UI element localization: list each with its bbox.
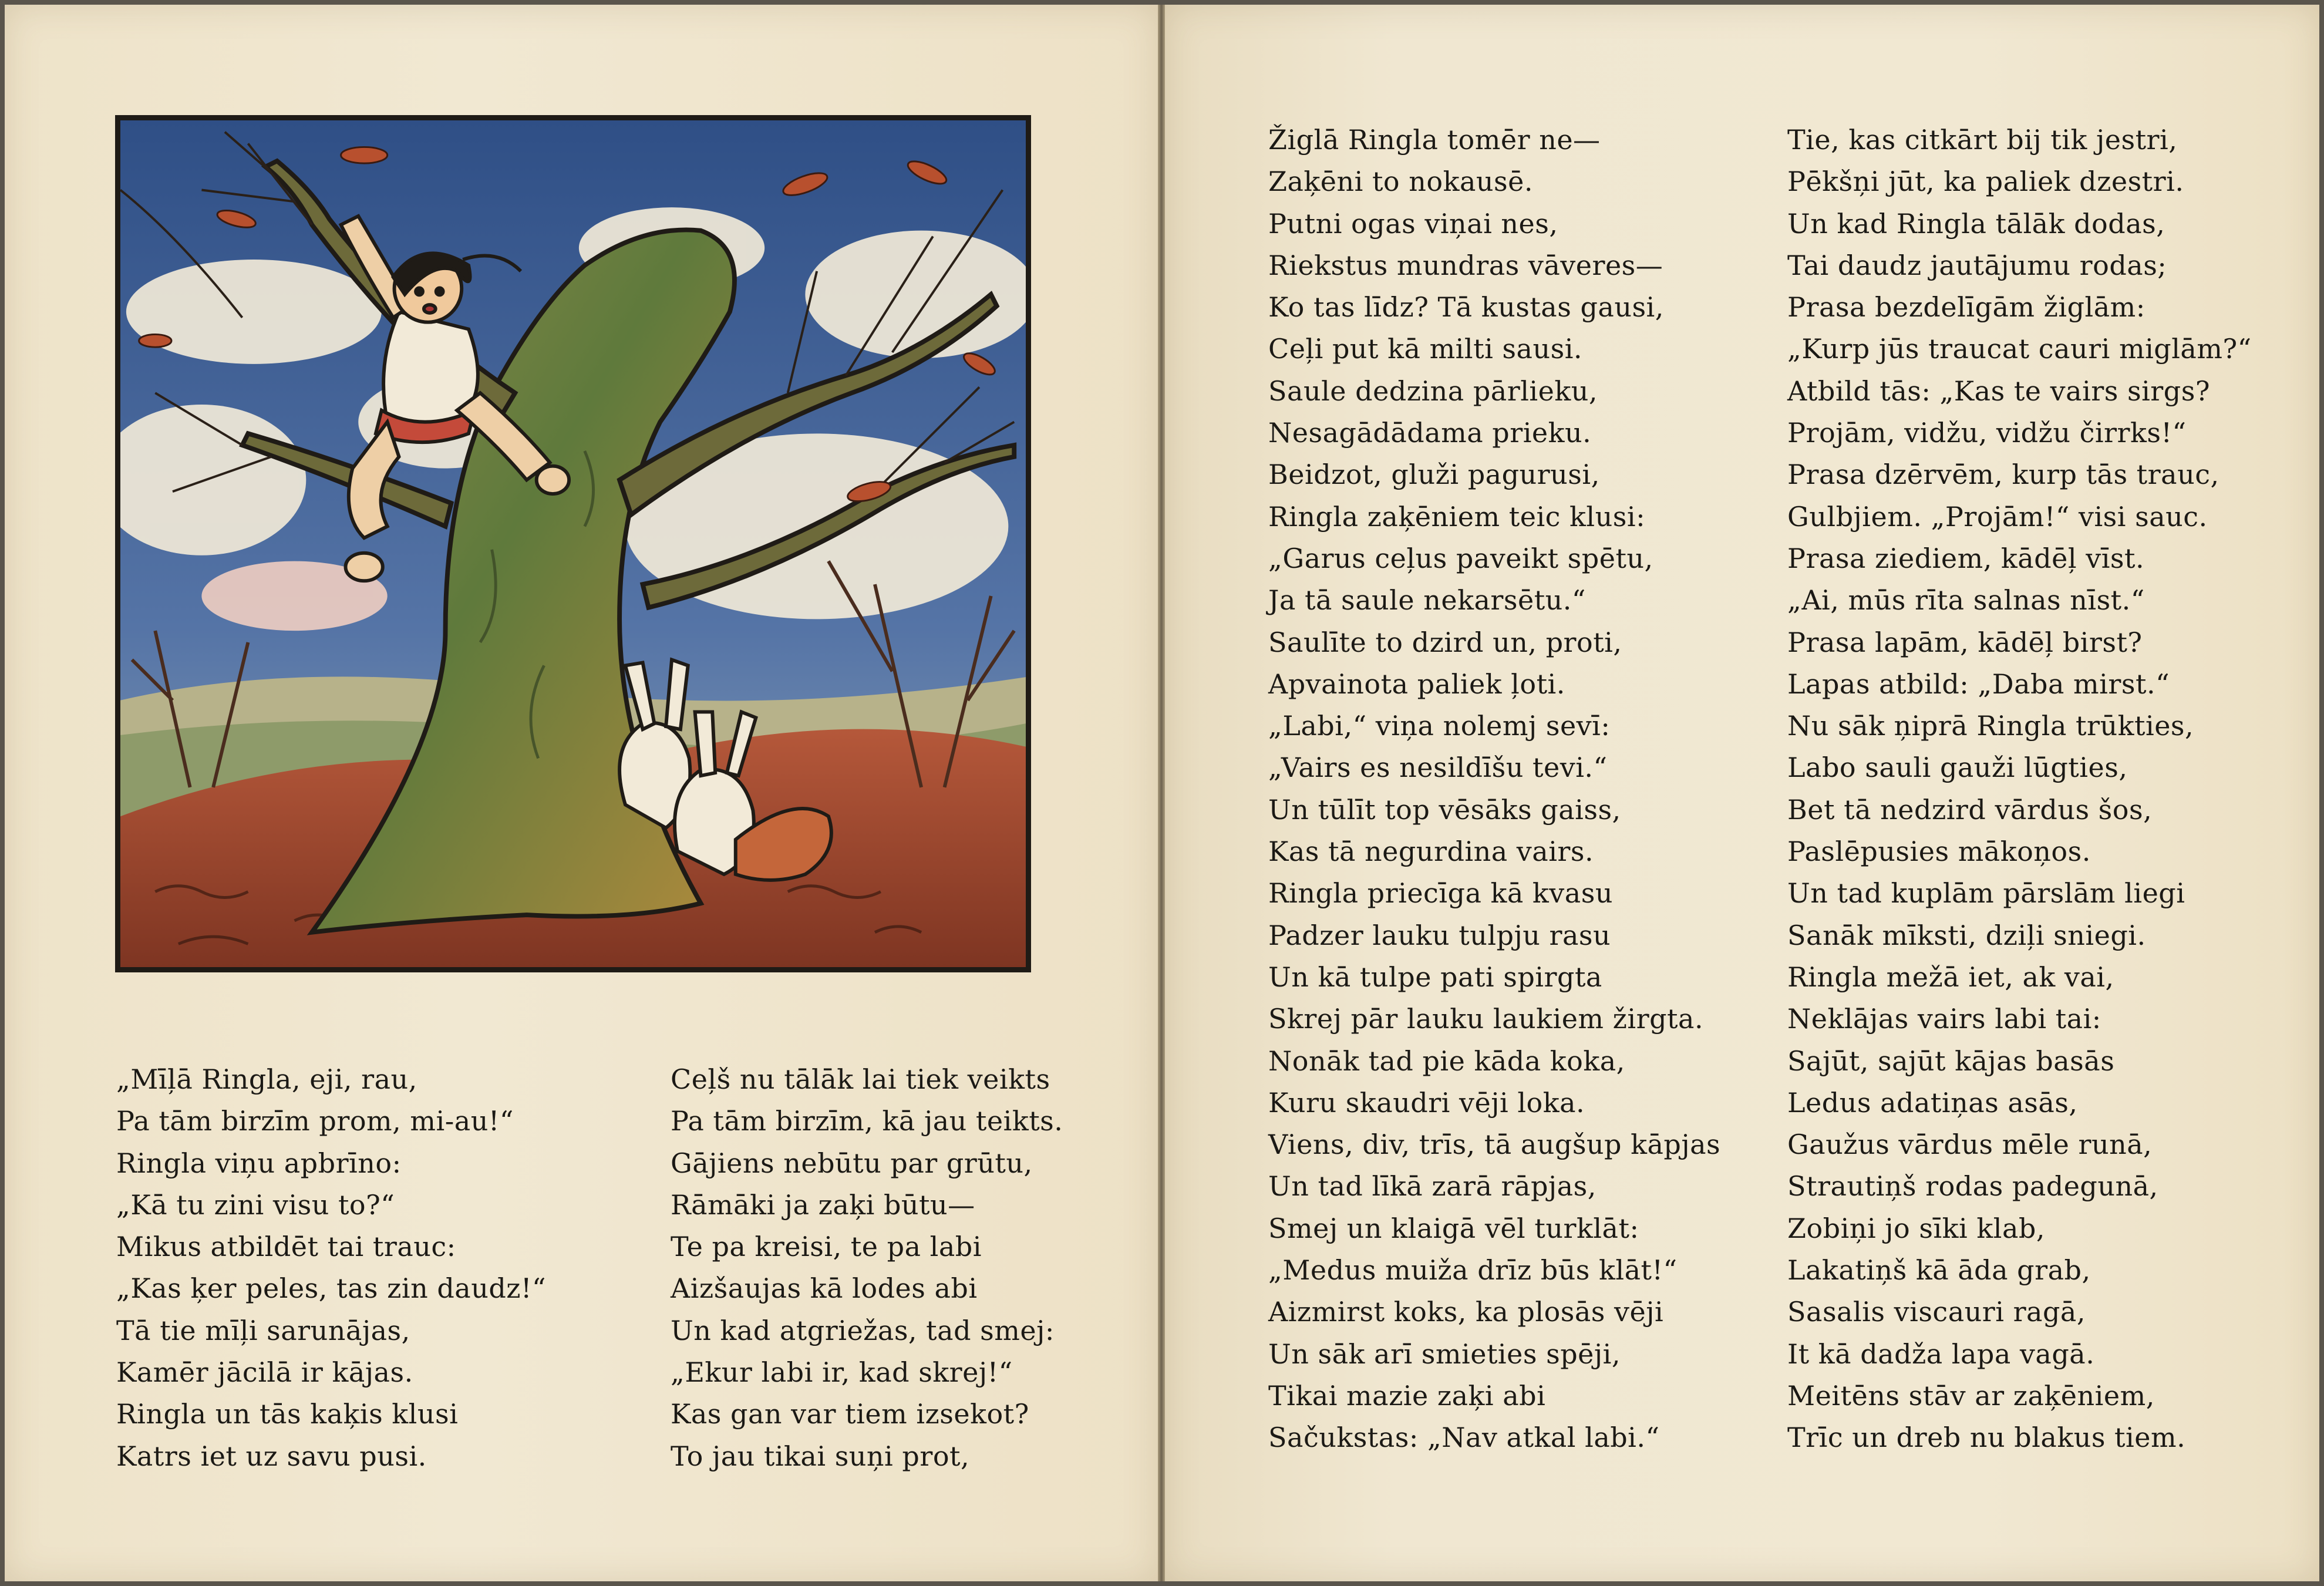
poem-line: Kuru skaudri vēji loka. (1268, 1086, 1585, 1119)
poem-line: Prasa lapām, kādēļ birst? (1787, 626, 2143, 658)
poem-line: Un tad kuplām pārslām liegi (1787, 877, 2185, 910)
poem-line: Pēkšņi jūt, ka paliek dzestri. (1787, 166, 2184, 198)
poem-line: Tā tie mīļi sarunājas, (116, 1314, 410, 1346)
poem-line: Un sāk arī smieties spēji, (1268, 1338, 1621, 1370)
poem-line: Gulbjiem. „Projām!“ visi sauc. (1787, 500, 2208, 533)
poem-line: Bet tā nedzird vārdus šos, (1787, 793, 2153, 826)
poem-line: Riekstus mundras vāveres— (1268, 249, 1663, 281)
poem-line: „Kas ķer peles, tas zin daudz!“ (116, 1272, 547, 1305)
illustration-girl-in-tree (115, 115, 1031, 972)
poem-column-right-1 (1268, 119, 1720, 1459)
poem-line: Zaķēni to nokausē. (1268, 166, 1533, 198)
poem-line: Mikus atbildēt tai trauc: (116, 1231, 456, 1263)
poem-line: Strautiņš rodas padegunā, (1787, 1170, 2158, 1203)
poem-line: „Ekur labi ir, kad skrej!“ (671, 1356, 1013, 1389)
poem-line: Projām, vidžu, vidžu čirrks!“ (1787, 417, 2187, 449)
poem-line: Gaužus vārdus mēle runā, (1787, 1129, 2153, 1161)
poem-line: To jau tikai suņi prot, (671, 1440, 970, 1472)
poem-line: Saule dedzina pārlieku, (1268, 375, 1598, 407)
poem-line: Gājiens nebūtu par grūtu, (671, 1147, 1033, 1179)
poem-line: Neklājas vairs labi tai: (1787, 1003, 2101, 1035)
poem-column-right-2 (1787, 119, 2252, 1459)
poem-line: Te pa kreisi, te pa labi (671, 1231, 982, 1263)
poem-line: Un kad Ringla tālāk dodas, (1787, 207, 2165, 240)
poem-line: Ringla mežā iet, ak vai, (1787, 961, 2114, 993)
poem-line: Tie, kas citkārt bij tik jestri, (1787, 124, 2178, 156)
poem-line: Ringla zaķēniem teic klusi: (1268, 500, 1646, 533)
poem-line: Trīc un dreb nu blakus tiem. (1787, 1422, 2186, 1454)
poem-line: „Kurp jūs traucat cauri miglām?“ (1787, 333, 2252, 365)
poem-line: Nesagādādama prieku. (1268, 417, 1592, 449)
poem-line: Ceļš nu tālāk lai tiek veikts (671, 1063, 1050, 1095)
poem-line: Ko tas līdz? Tā kustas gausi, (1268, 291, 1664, 324)
poem-line: Beidzot, gluži pagurusi, (1268, 459, 1600, 491)
poem-line: Viens, div, trīs, tā augšup kāpjas (1268, 1129, 1721, 1161)
poem-line: Sajūt, sajūt kājas basās (1787, 1045, 2115, 1077)
poem-line: Un tūlīt top vēsāks gaiss, (1268, 793, 1621, 826)
poem-line: It kā dadža lapa vagā. (1787, 1338, 2095, 1370)
poem-line: Un kā tulpe pati spirgta (1268, 961, 1602, 993)
poem-line: Ringla un tās kaķis klusi (116, 1398, 459, 1430)
poem-line: Prasa ziediem, kādēļ vīst. (1787, 542, 2145, 574)
poem-column-left-2 (671, 1059, 1063, 1477)
poem-line: Skrej pār lauku laukiem žirgta. (1268, 1003, 1704, 1035)
poem-line: Un kad atgriežas, tad smej: (671, 1314, 1055, 1346)
poem-line: Pa tām birzīm, kā jau teikts. (671, 1105, 1063, 1137)
poem-line: Meitēns stāv ar zaķēniem, (1787, 1379, 2155, 1412)
poem-line: Sanāk mīksti, dziļi sniegi. (1787, 919, 2146, 951)
poem-line: Ceļi put kā milti sausi. (1268, 333, 1583, 365)
poem-column-left-1 (116, 1059, 546, 1477)
poem-line: Prasa bezdelīgām žiglām: (1787, 291, 2146, 324)
poem-line: Nu sāk ņiprā Ringla trūkties, (1787, 710, 2194, 742)
poem-line: Ledus adatiņas asās, (1787, 1086, 2078, 1119)
poem-line: Kas gan var tiem izsekot? (671, 1398, 1029, 1430)
poem-line: Prasa dzērvēm, kurp tās trauc, (1787, 459, 2219, 491)
poem-line: Sasalis viscauri ragā, (1787, 1296, 2086, 1328)
poem-line: Rāmāki ja zaķi būtu— (671, 1188, 975, 1221)
poem-line: Pa tām birzīm prom, mi-au!“ (116, 1105, 514, 1137)
poem-line: „Vairs es nesildīšu tevi.“ (1268, 752, 1608, 784)
poem-line: Apvainota paliek ļoti. (1268, 668, 1565, 700)
poem-line: Aizšaujas kā lodes abi (671, 1272, 978, 1305)
poem-line: Katrs iet uz savu pusi. (116, 1440, 427, 1472)
poem-line: Lapas atbild: „Daba mirst.“ (1787, 668, 2170, 700)
poem-line: „Garus ceļus paveikt spētu, (1268, 542, 1653, 574)
poem-line: Ja tā saule nekarsētu.“ (1268, 584, 1586, 617)
poem-line: „Kā tu zini visu to?“ (116, 1188, 395, 1221)
poem-line: „Mīļā Ringla, eji, rau, (116, 1063, 417, 1095)
poem-line: Un tad līkā zarā rāpjas, (1268, 1170, 1597, 1203)
poem-line: Paslēpusies mākoņos. (1787, 836, 2091, 868)
poem-line: Tikai mazie zaķi abi (1268, 1379, 1546, 1412)
poem-line: Kas tā negurdina vairs. (1268, 836, 1594, 868)
poem-line: Ringla viņu apbrīno: (116, 1147, 402, 1179)
book-gutter (1158, 5, 1165, 1581)
poem-line: „Ai, mūs rīta salnas nīst.“ (1787, 584, 2145, 617)
poem-line: Labo sauli gauži lūgties, (1787, 752, 2128, 784)
poem-line: Padzer lauku tulpju rasu (1268, 919, 1611, 951)
poem-line: Nonāk tad pie kāda koka, (1268, 1045, 1625, 1077)
poem-line: „Labi,“ viņa nolemj sevī: (1268, 710, 1611, 742)
poem-line: Lakatiņš kā āda grab, (1787, 1254, 2091, 1287)
poem-line: Tai daudz jautājumu rodas; (1787, 249, 2167, 281)
poem-line: Saulīte to dzird un, proti, (1268, 626, 1622, 658)
poem-line: Atbild tās: „Kas te vairs sirgs? (1787, 375, 2211, 407)
poem-line: „Medus muiža drīz būs klāt!“ (1268, 1254, 1678, 1287)
illustration-art (120, 120, 1026, 967)
poem-line: Ringla priecīga kā kvasu (1268, 877, 1613, 910)
poem-line: Smej un klaigā vēl turklāt: (1268, 1212, 1639, 1244)
poem-line: Zobiņi jo sīki klab, (1787, 1212, 2045, 1244)
poem-line: Sačukstas: „Nav atkal labi.“ (1268, 1422, 1660, 1454)
poem-line: Aizmirst koks, ka plosās vēji (1268, 1296, 1664, 1328)
poem-line: Kamēr jācilā ir kājas. (116, 1356, 413, 1389)
poem-line: Putni ogas viņai nes, (1268, 207, 1558, 240)
poem-line: Žiglā Ringla tomēr ne— (1268, 124, 1601, 156)
